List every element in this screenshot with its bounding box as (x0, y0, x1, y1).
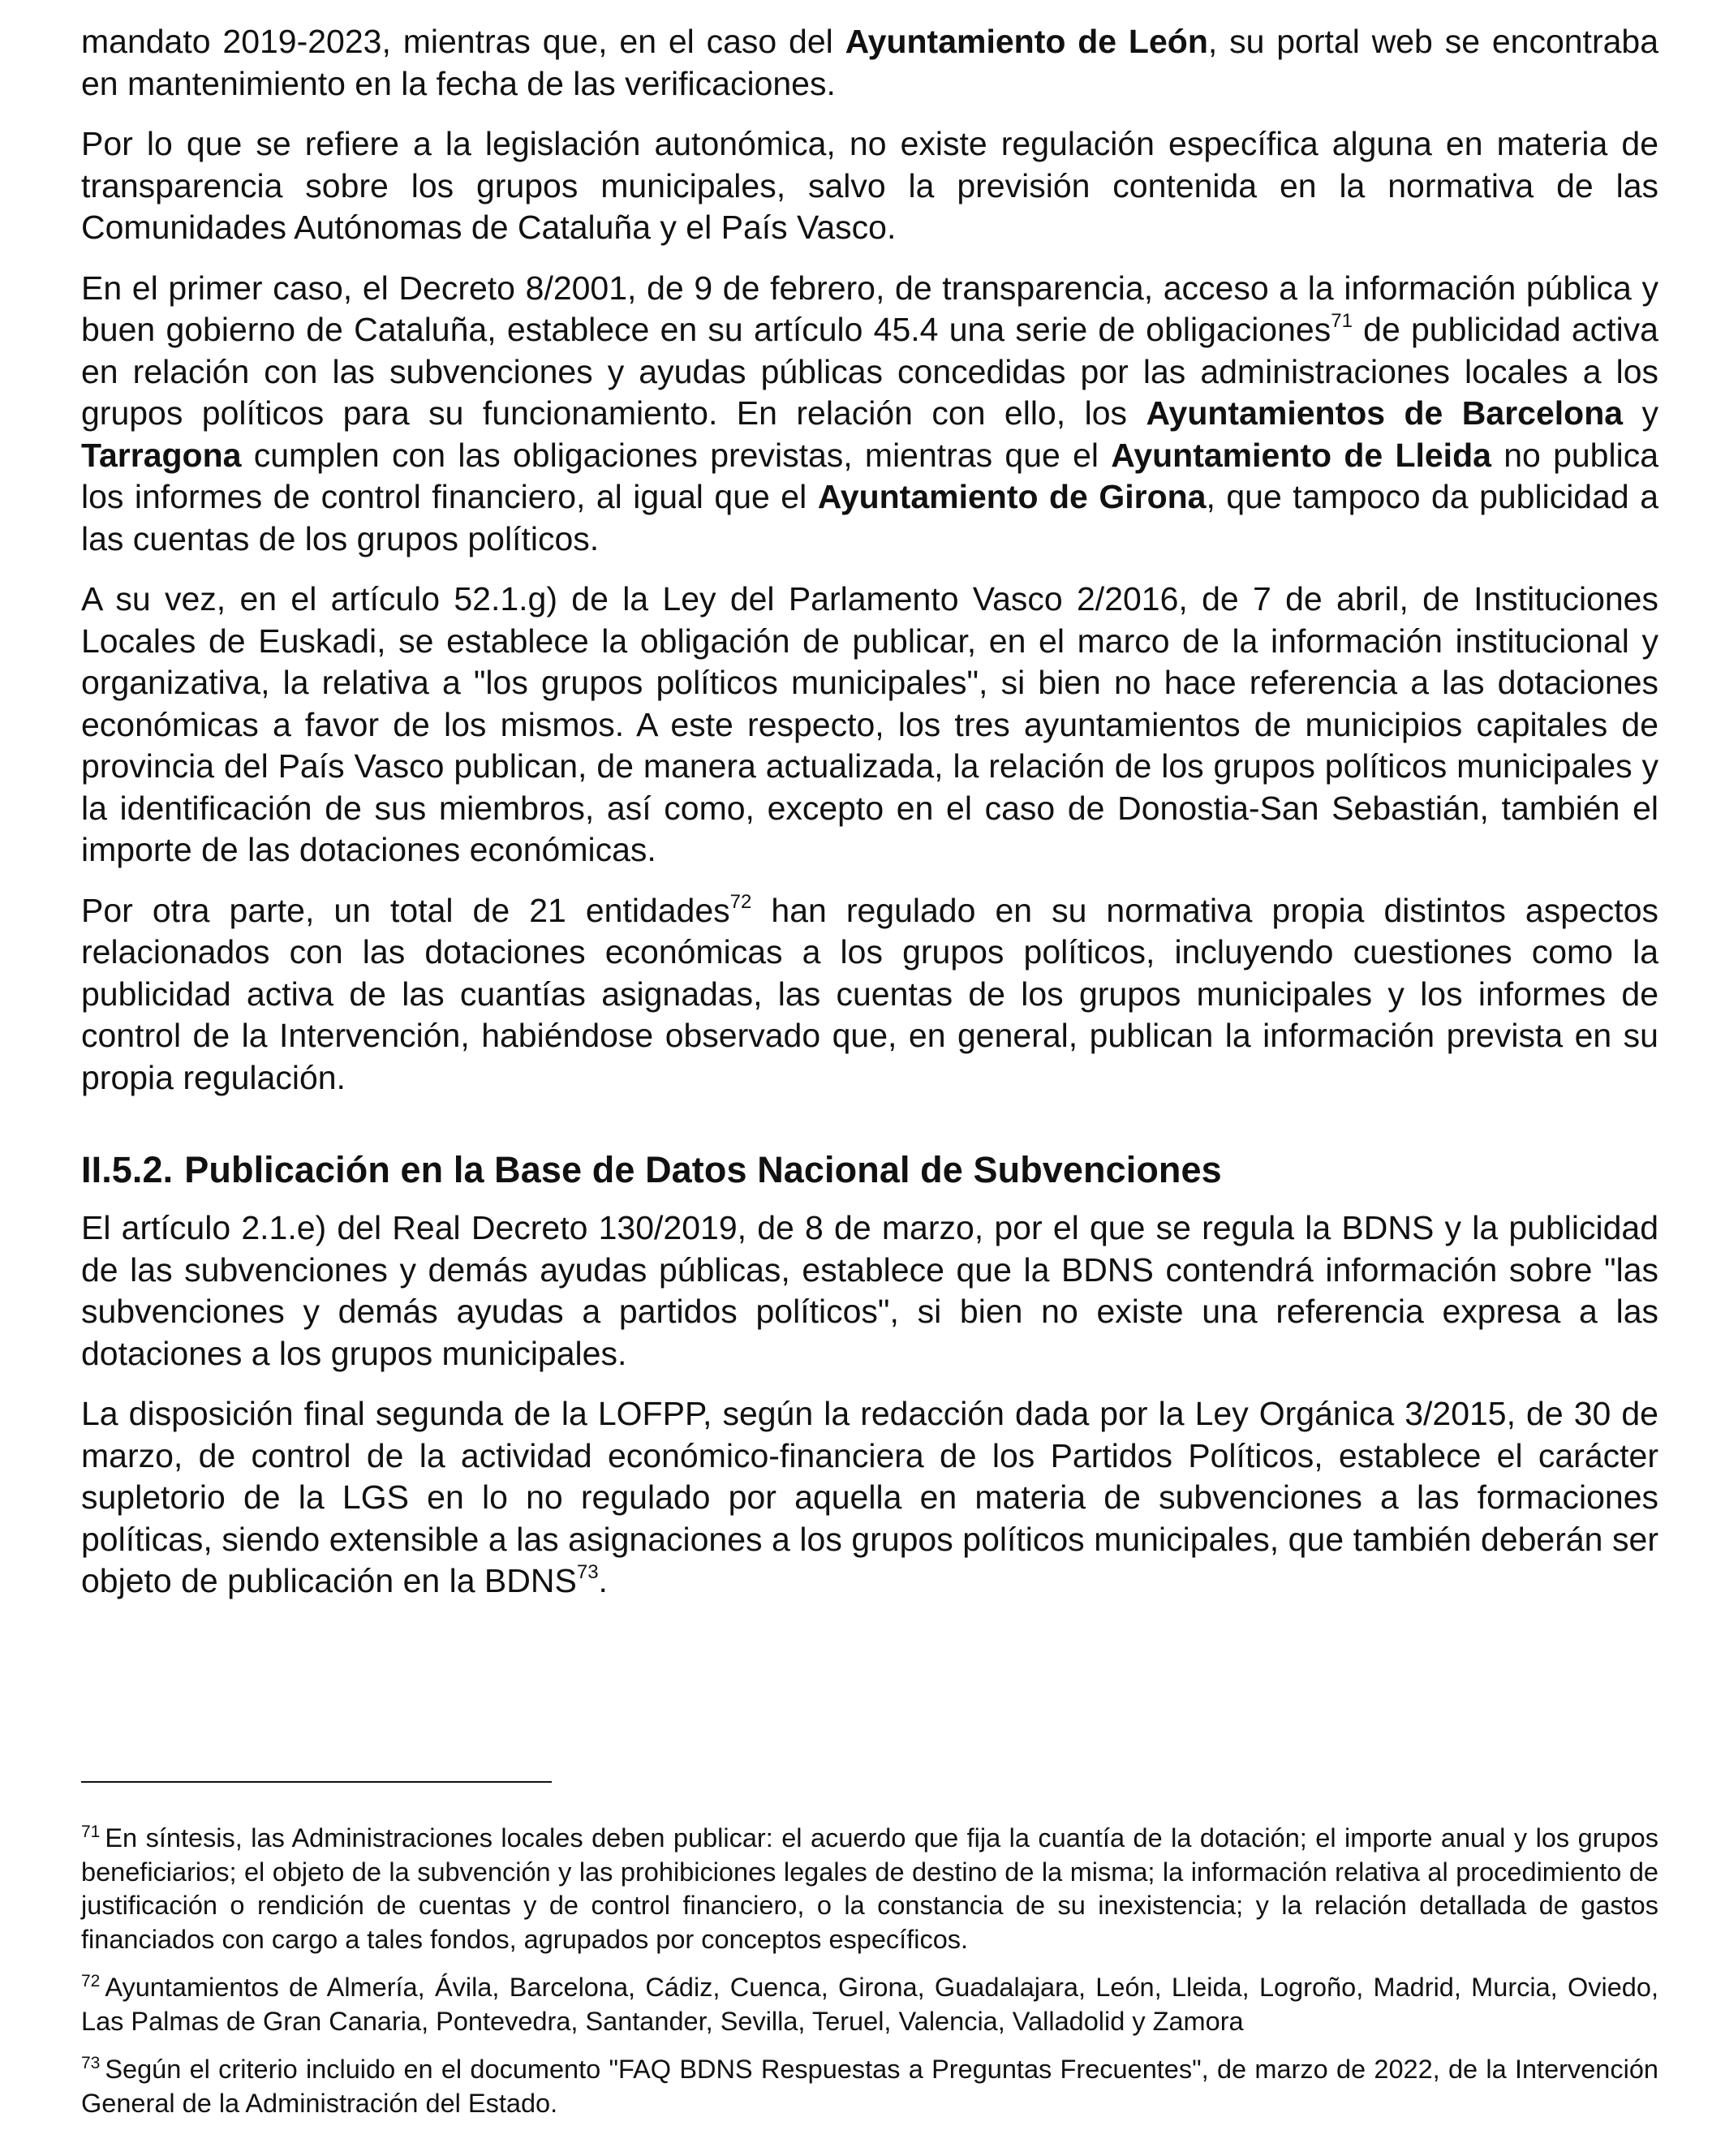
footnote-number: 72 (81, 1972, 101, 1990)
text-run: no publica los informes de control financiero, al igual que el (81, 436, 1658, 515)
footnote (81, 1822, 1658, 1956)
paragraph (81, 123, 1658, 249)
paragraph (81, 890, 1658, 1100)
section-heading (81, 1147, 1658, 1193)
footnote-reference: 73 (576, 1561, 599, 1583)
text-run: de publicidad activa en relación con las subvenciones y ayudas públicas concedidas por las administraciones locales a los grupos políticos para su funcionamiento. En relación con ello, los (81, 311, 1658, 432)
footnote-text: En síntesis, las Administraciones locales deben publicar: el acuerdo que fija la cuantía de la dotación; el importe anual y los grupos beneficiarios; el objeto de la subvención y las prohibiciones legales de destino de la misma; la información relativa al procedimiento de justificación o rendición de cuentas y de control financiero, o la constancia de su inexistencia; y la relación detallada de gastos financiados con cargo a tales fondos, agrupados por conceptos específicos. (81, 1823, 1658, 1954)
bold-entity: Ayuntamiento de León (845, 23, 1208, 60)
text-run: Por otra parte, un total de 21 entidades (81, 891, 730, 929)
text-run: han regulado en su normativa propia distintos aspectos relacionados con las dotaciones económicas a los grupos políticos, incluyendo cuestiones como la publicidad activa de las cuantías asignadas, las cuentas de los grupos municipales y los informes de control de la Intervención, habiéndose observado que, en general, publican la información prevista en su propia regulación. (81, 891, 1659, 1096)
paragraph (81, 21, 1658, 105)
text-run: El artículo 2.1.e) del Real Decreto 130/2019, de 8 de marzo, por el que se regula la BDNS y la publicidad de las subvenciones y demás ayudas públicas, establece que la BDNS contendrá información sobre "las subvenciones y demás ayudas a partidos políticos", si bien no existe una referencia expresa a las dotaciones a los grupos municipales. (81, 1209, 1658, 1372)
paragraph (81, 579, 1658, 871)
section-title-text: Publicación en la Base de Datos Nacional de Subvenciones (184, 1149, 1222, 1190)
text-run: A su vez, en el artículo 52.1.g) de la Ley del Parlamento Vasco 2/2016, de 7 de abril, de Instituciones Locales de Euskadi, se establece la obligación de publicar, en el marco de la información institucional y organizativa, la relativa a "los grupos políticos municipales", si bien no hace referencia a las dotaciones económicas a favor de los mismos. A este respecto, los tres ayuntamientos de municipios capitales de provincia del País Vasco publican, de manera actualizada, la relación de los grupos políticos municipales y la identificación de sus miembros, así como, excepto en el caso de Donostia-San Sebastián, también el importe de las dotaciones económicas. (81, 580, 1658, 868)
footnote-reference: 72 (729, 890, 752, 913)
bold-entity: Tarragona (81, 436, 242, 474)
footnote-text: Según el criterio incluido en el documento "FAQ BDNS Respuestas a Preguntas Frecuentes", de marzo de 2022, de la Intervención General de la Administración del Estado. (81, 2055, 1658, 2118)
document-body (81, 21, 1658, 1621)
paragraph (81, 1207, 1658, 1375)
text-run: , que tampoco da publicidad a las cuentas de los grupos políticos. (81, 478, 1658, 557)
text-run: . (598, 1562, 608, 1599)
text-run: cumplen con las obligaciones previstas, mientras que el (241, 436, 1112, 474)
footnotes (81, 1781, 1658, 2135)
text-run: La disposición final segunda de la LOFPP, según la redacción dada por la Ley Orgánica 3/2015, de 30 de marzo, de control de la actividad económico-financiera de los Partidos Políticos, establece el carácter supletorio de la LGS en lo no regulado por aquella en materia de subvenciones a las formaciones políticas, siendo extensible a las asignaciones a los grupos políticos municipales, que también deberán ser objeto de publicación en la BDNS (81, 1395, 1658, 1599)
section-paragraphs (81, 1207, 1658, 1603)
text-run: Por lo que se refiere a la legislación autonómica, no existe regulación específica alguna en materia de transparencia sobre los grupos municipales, salvo la previsión contenida en la normativa de las Comunidades Autónomas de Cataluña y el País Vasco. (81, 125, 1658, 246)
text-run: , su portal web se encontraba en mantenimiento en la fecha de las verificaciones. (81, 23, 1658, 102)
footnote-separator (81, 1781, 552, 1783)
footnote-reference: 71 (1331, 310, 1353, 332)
text-run: En el primer caso, el Decreto 8/2001, de 9 de febrero, de transparencia, acceso a la información pública y buen gobierno de Cataluña, establece en su artículo 45.4 una serie de obligaciones (81, 269, 1658, 348)
footnote-text: Ayuntamientos de Almería, Ávila, Barcelona, Cádiz, Cuenca, Girona, Guadalajara, León, Lleida, Logroño, Madrid, Murcia, Oviedo, Las Palmas de Gran Canaria, Pontevedra, Santander, Sevilla, Teruel, Valencia, Valladolid y Zamora (81, 1973, 1658, 2036)
paragraph (81, 1393, 1658, 1603)
bold-entity: Ayuntamiento de Girona (817, 478, 1207, 515)
bold-entity: Ayuntamientos de Barcelona (1146, 394, 1624, 432)
footnote (81, 1971, 1658, 2038)
footnote-number: 73 (81, 2054, 101, 2072)
footnote-list (81, 1822, 1658, 2120)
section-number: II.5.2. (81, 1149, 174, 1190)
text-run: y (1623, 394, 1658, 432)
paragraph (81, 268, 1658, 561)
footnote (81, 2053, 1658, 2120)
bold-entity: Ayuntamiento de Lleida (1111, 436, 1491, 474)
text-run: mandato 2019-2023, mientras que, en el caso del (81, 23, 845, 60)
body-paragraphs (81, 21, 1658, 1099)
footnote-number: 71 (81, 1822, 101, 1841)
